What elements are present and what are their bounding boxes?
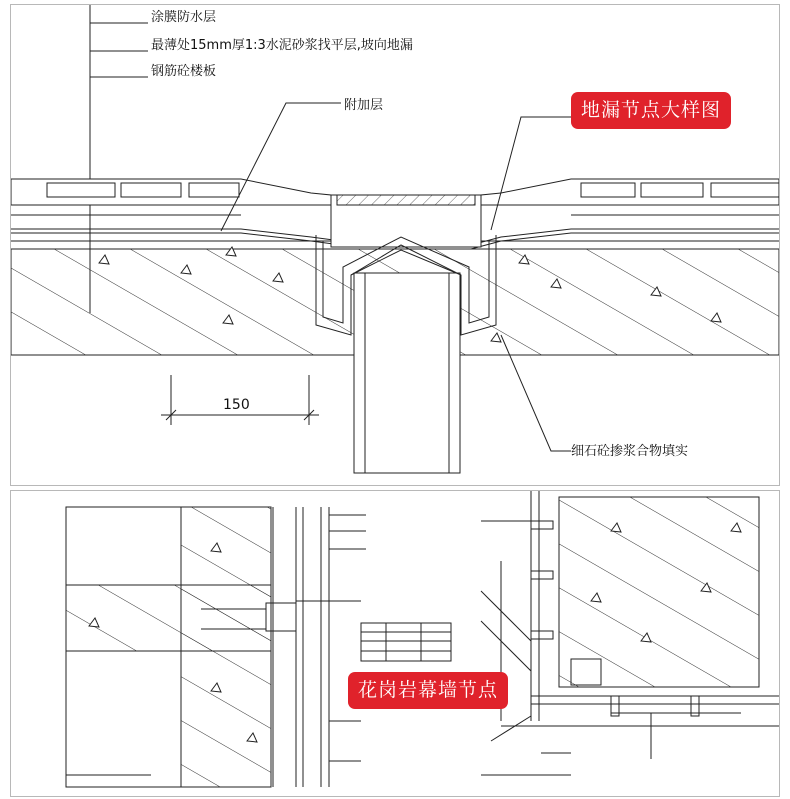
curtain-wall-title-badge: 花岗岩幕墙节点 [348, 672, 508, 709]
curtain-wall-drawing [11, 491, 779, 796]
layer-note-leveling: 最薄处15mm厚1:3水泥砂浆找平层,坡向地漏 [151, 38, 413, 53]
granite-curtain-wall-panel [10, 490, 780, 797]
floor-drain-drawing [11, 5, 779, 485]
floor-drain-title-badge: 地漏节点大样图 [571, 92, 731, 129]
additional-layer-note: 附加层 [344, 98, 384, 113]
dimension-label: 150 [223, 397, 250, 413]
layer-note-waterproof: 涂膜防水层 [151, 10, 217, 25]
infill-note: 细石砼掺浆合物填实 [571, 444, 689, 459]
floor-drain-detail-panel [10, 4, 780, 486]
layer-note-slab: 钢筋砼楼板 [151, 64, 217, 79]
